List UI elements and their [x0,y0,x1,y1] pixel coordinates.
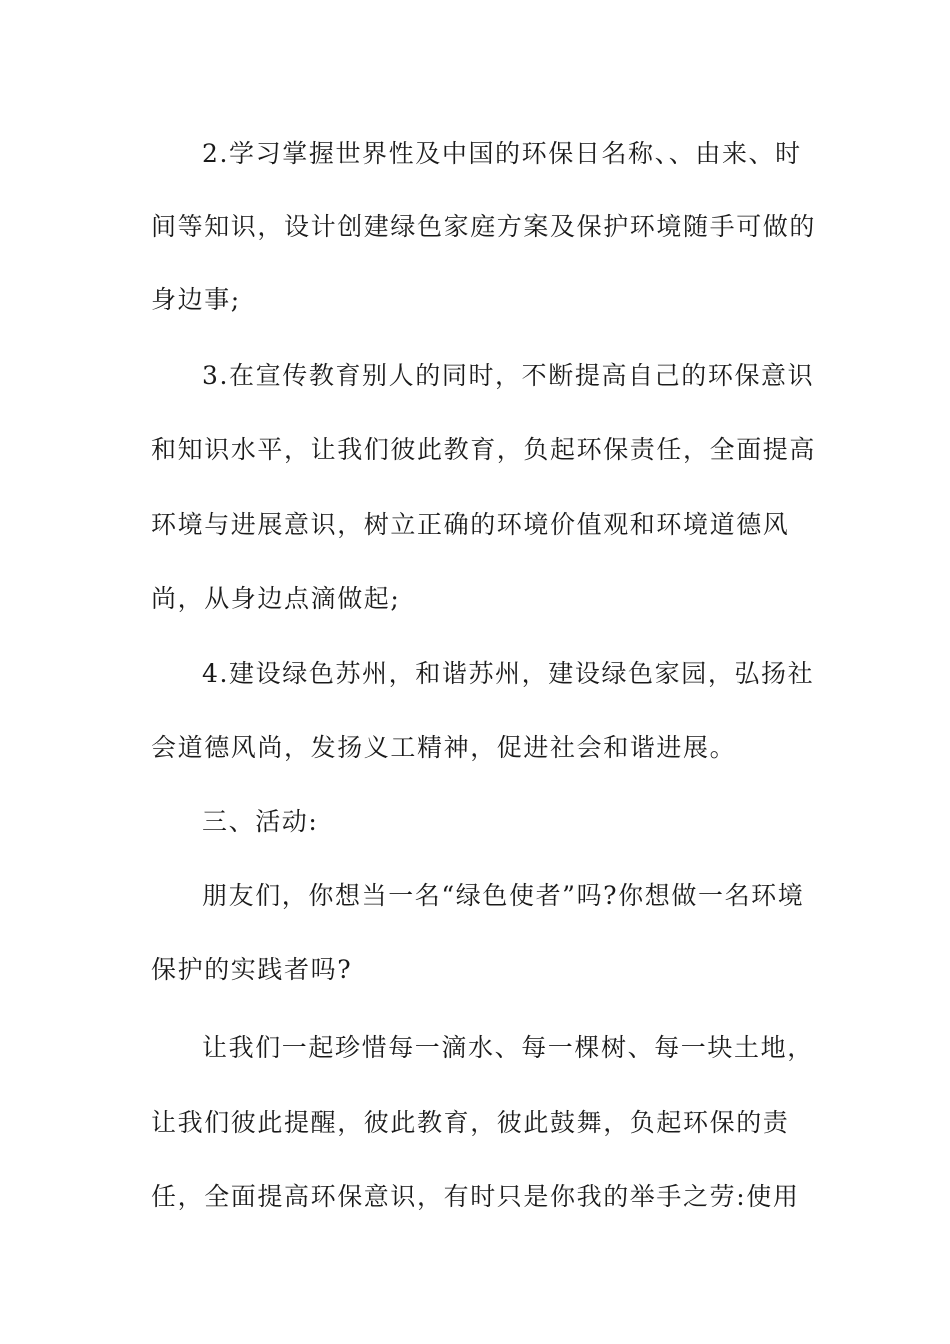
section-heading-activities: 三、活动: [202,807,319,836]
paragraph-6-line-3: 任，全面提高环保意识，有时只是你我的举手之劳:使用 [151,1182,800,1211]
paragraph-2-line-3: 身边事; [151,285,241,314]
paragraph-6-line-1: 让我们一起珍惜每一滴水、每一棵树、每一块土地， [202,1033,814,1062]
paragraph-6-line-2: 让我们彼此提醒，彼此教育，彼此鼓舞，负起环保的责 [151,1108,790,1137]
paragraph-2-line-1: 2.学习掌握世界性及中国的环保日名称、、由来、时 [202,139,802,168]
paragraph-4-line-1: 4.建设绿色苏州，和谐苏州，建设绿色家园，弘扬社 [202,659,815,688]
paragraph-3-line-3: 环境与进展意识，树立正确的环境价值观和环境道德风 [151,510,790,539]
paragraph-5-line-1: 朋友们，你想当一名“绿色使者”吗?你想做一名环境 [202,881,805,910]
paragraph-3-line-4: 尚，从身边点滴做起; [151,584,401,613]
paragraph-3-line-1: 3.在宣传教育别人的同时，不断提高自己的环保意识 [202,361,815,390]
paragraph-4-line-2: 会道德风尚，发扬义工精神，促进社会和谐进展。 [151,733,737,762]
paragraph-2-line-2: 间等知识，设计创建绿色家庭方案及保护环境随手可做的 [151,212,817,241]
paragraph-3-line-2: 和知识水平，让我们彼此教育，负起环保责任，全面提高 [151,435,817,464]
paragraph-5-line-2: 保护的实践者吗? [151,955,353,984]
